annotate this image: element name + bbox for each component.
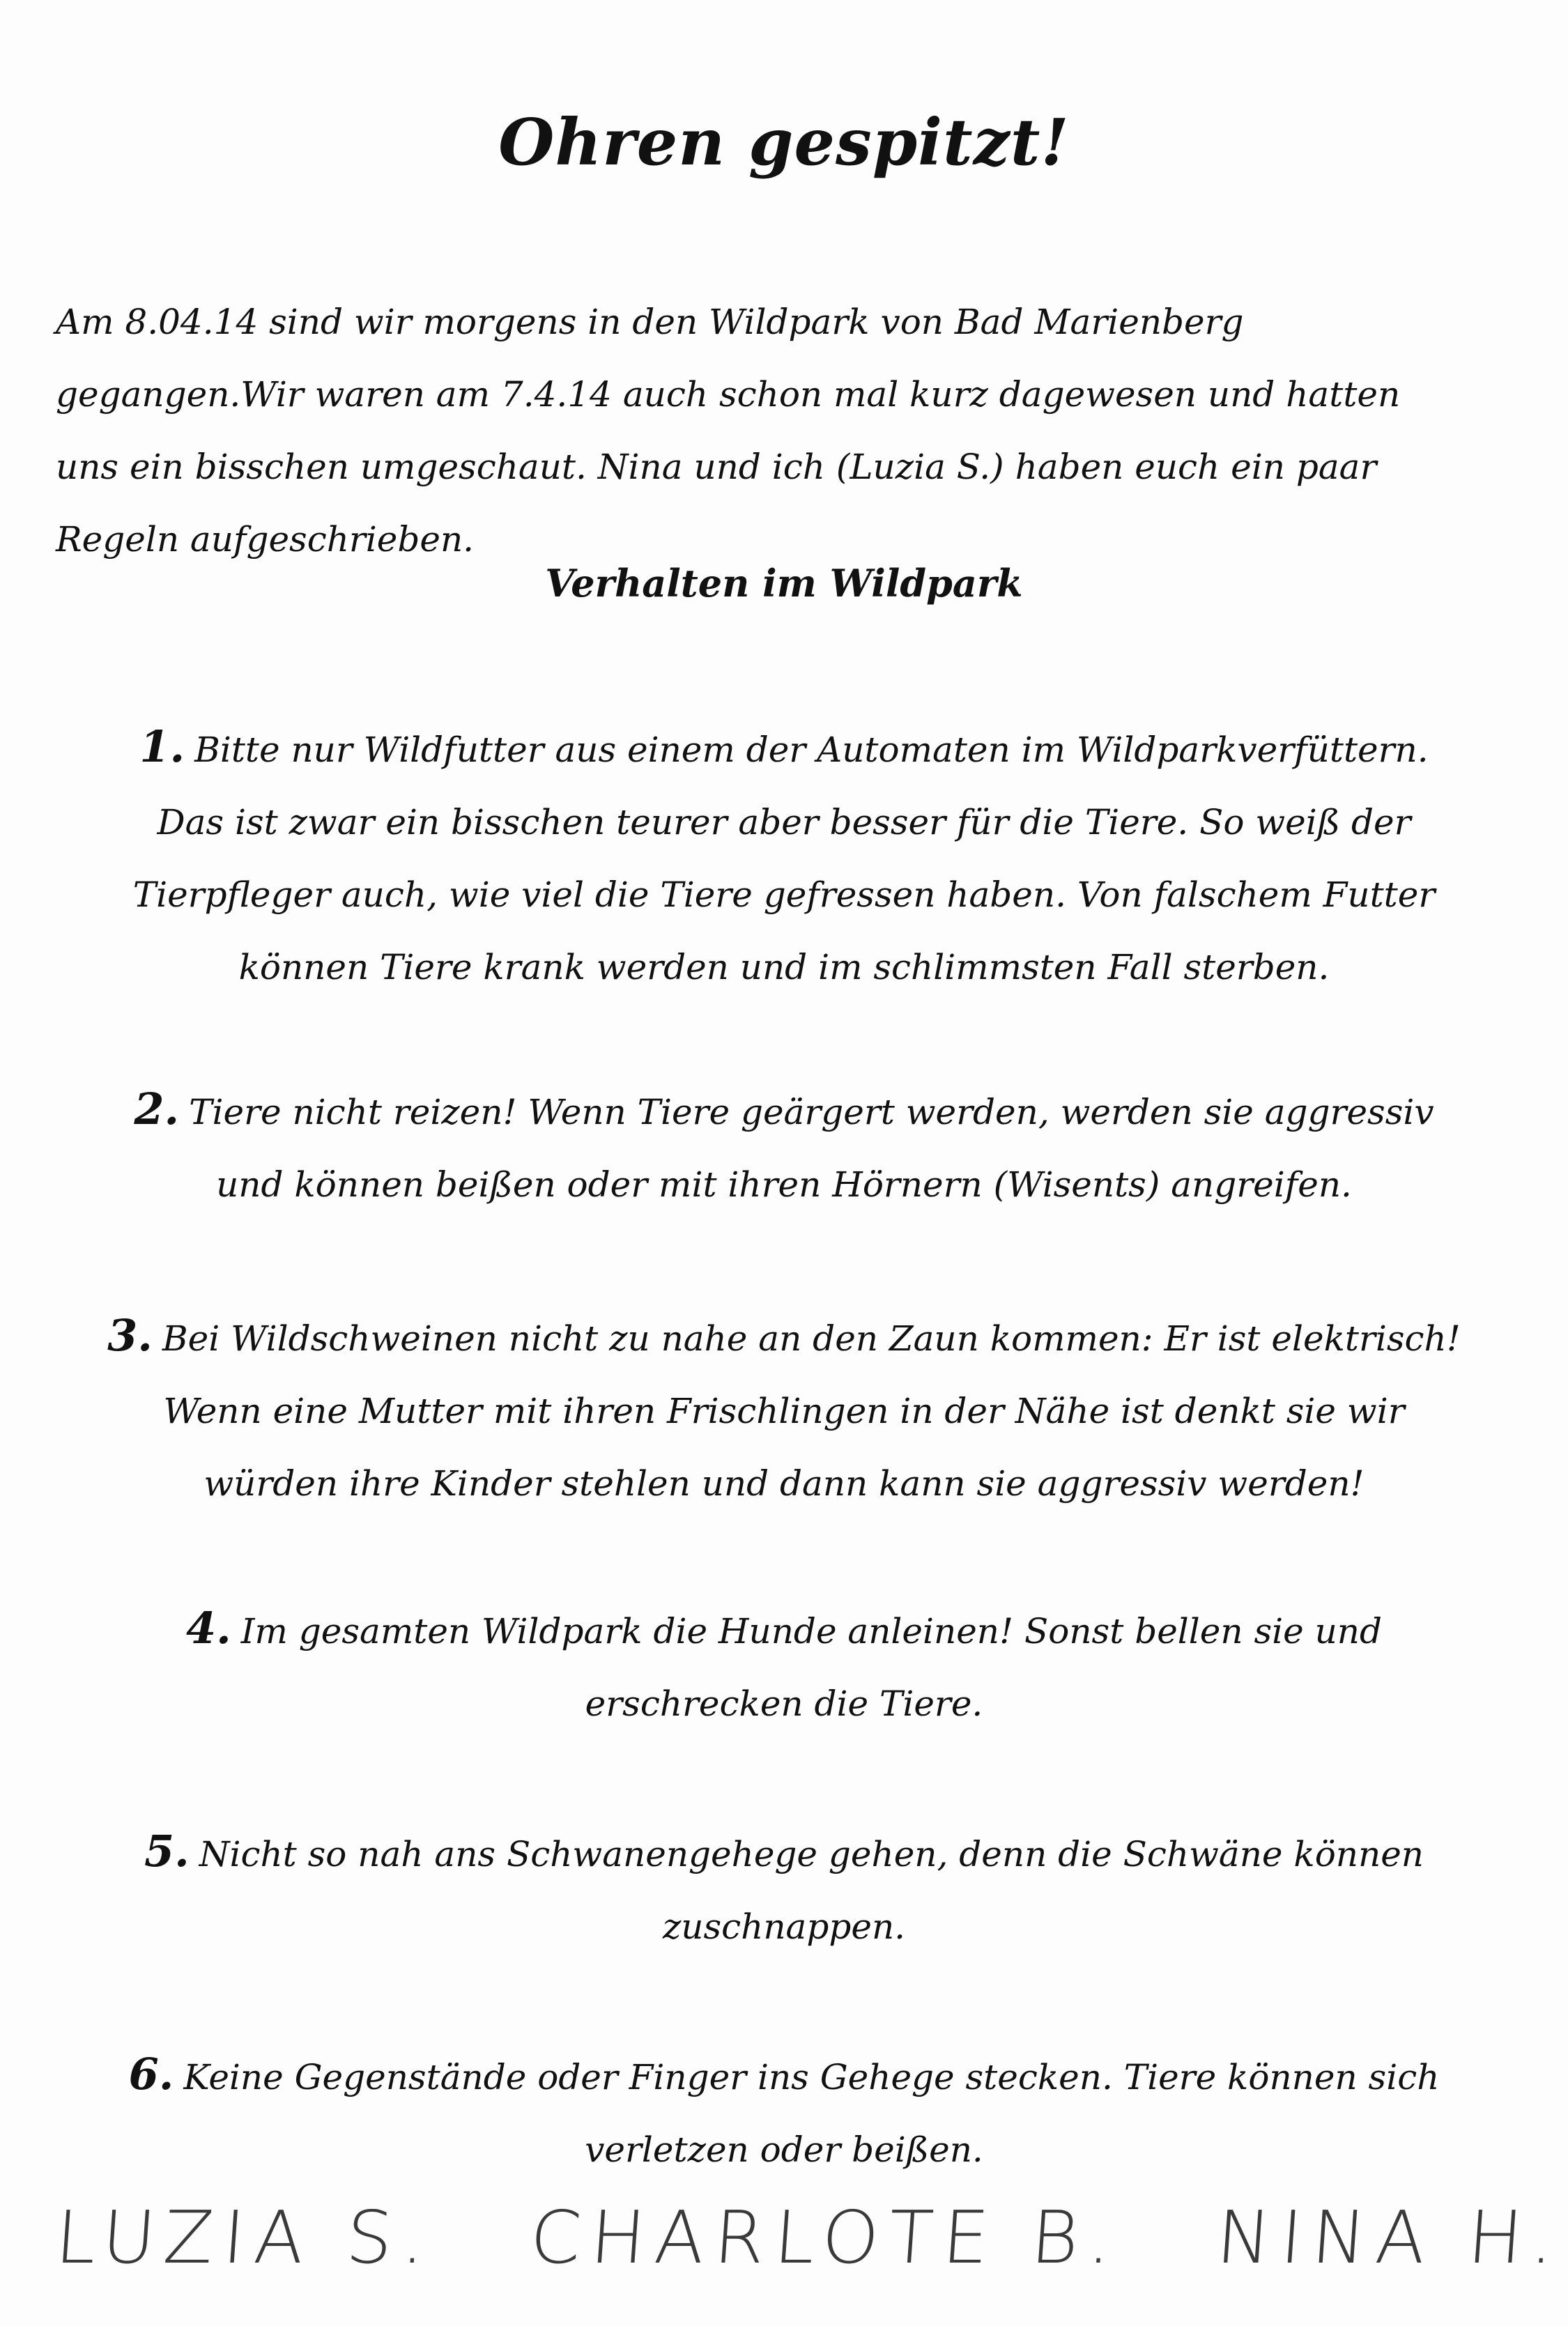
rule-item [105,1592,1463,1740]
rule-text: Bei Wildschweinen nicht zu nahe an den Zaun kommen: Er ist elektrisch! Wenn eine Mutter mit ihren Frischlingen in der Nähe ist denkt sie wir würden ihre Kinder stehlen und dann kann sie aggressiv werden! [162,1318,1461,1504]
rule-number: 1. [139,721,185,772]
handwritten-signatures [52,2195,1567,2300]
rule-text: Keine Gegenstände oder Finger ins Gehege stecken. Tiere können sich verletzen oder beißen. [183,2057,1440,2170]
rule-number: 5. [144,1826,190,1877]
rule-item [105,1300,1463,1520]
rule-text: Tiere nicht reizen! Wenn Tiere geärgert werden, werden sie aggressiv und können beißen oder mit ihren Hörnern (Wisents) angreifen. [189,1092,1434,1205]
rule-number: 4. [185,1603,231,1654]
rule-number: 3. [107,1310,153,1361]
section-heading: Verhalten im Wildpark [545,561,1023,606]
signature-nina: NINA H. [1213,2195,1567,2280]
rule-item [105,1815,1463,1963]
document-title: Ohren gespitzt! [498,105,1070,180]
signature-luzia: LUZIA S. [52,2195,438,2280]
signature-charlote: CHARLOTE B. [528,2195,1125,2280]
rule-item [105,1073,1463,1221]
rule-item [105,2038,1463,2186]
rule-number: 6. [128,2049,174,2100]
rule-number: 2. [134,1084,180,1134]
intro-paragraph: Am 8.04.14 sind wir morgens in den Wildpark von Bad Marienberg gegangen.Wir waren am 7.4.14 auch schon mal kurz dagewesen und hatten uns ein bisschen umgeschaut. Nina und ich (Luzia S.) haben euch ein paar Regeln aufgeschrieben. [56,302,1401,560]
rule-text: Bitte nur Wildfutter aus einem der Automaten im Wildparkverfüttern. Das ist zwar ein bisschen teurer aber besser für die Tiere. So weiß der Tierpfleger auch, wie viel die Tiere gefressen haben. Von falschem Futter können Tiere krank werden und im schlimmsten Fall sterben. [132,730,1436,987]
rule-item [105,711,1463,1003]
rule-text: Nicht so nah ans Schwanengehege gehen, denn die Schwäne können zuschnappen. [199,1834,1424,1947]
rule-text: Im gesamten Wildpark die Hunde anleinen! Sonst bellen sie und erschrecken die Tiere. [240,1611,1382,1724]
